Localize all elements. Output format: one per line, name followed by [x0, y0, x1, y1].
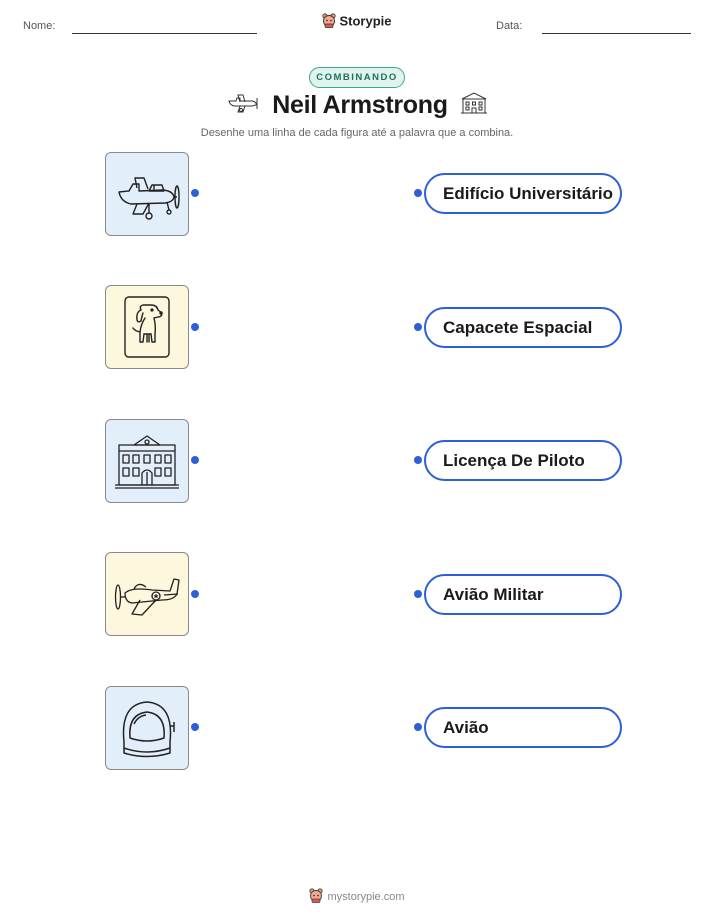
instructions: Desenhe uma linha de cada figura até a palavra que a combina.: [200, 127, 514, 139]
small-plane-icon: [226, 92, 260, 119]
word-label: Licença De Piloto: [443, 450, 585, 470]
page-title: Neil Armstrong: [272, 91, 448, 119]
picture-card-4[interactable]: [105, 552, 189, 636]
word-box-4[interactable]: [424, 574, 622, 615]
picture-card-5[interactable]: [105, 686, 189, 770]
word-label: Capacete Espacial: [443, 317, 593, 337]
word-dot-3[interactable]: [414, 456, 422, 464]
picture-dot-3[interactable]: [191, 456, 199, 464]
word-box-2[interactable]: [424, 307, 622, 348]
word-dot-5[interactable]: [414, 723, 422, 731]
storypie-mascot-icon: [309, 888, 323, 906]
name-label: Nome:: [23, 20, 56, 32]
name-line[interactable]: [72, 33, 257, 34]
picture-dot-4[interactable]: [191, 590, 199, 598]
picture-dot-2[interactable]: [191, 323, 199, 331]
military-plane-icon: [112, 567, 182, 621]
word-label: Avião: [443, 717, 489, 737]
word-dot-2[interactable]: [414, 323, 422, 331]
date-line[interactable]: [542, 33, 691, 34]
picture-dot-1[interactable]: [191, 189, 199, 197]
university-building-icon: [114, 431, 180, 491]
picture-card-3[interactable]: [105, 419, 189, 503]
picture-card-1[interactable]: [105, 152, 189, 236]
storypie-mascot-icon: [322, 13, 336, 31]
word-dot-4[interactable]: [414, 590, 422, 598]
word-box-3[interactable]: [424, 440, 622, 481]
brand-name: Storypie: [339, 13, 392, 29]
activity-badge: COMBINANDO: [309, 67, 405, 88]
dog-card-icon: [121, 294, 173, 360]
picture-dot-5[interactable]: [191, 723, 199, 731]
space-helmet-icon: [116, 696, 178, 760]
word-dot-1[interactable]: [414, 189, 422, 197]
footer: [0, 888, 714, 906]
footer-url[interactable]: mystorypie.com: [327, 890, 405, 903]
title-row: [0, 91, 714, 120]
brand-logo: [0, 13, 714, 31]
word-box-1[interactable]: [424, 173, 622, 214]
word-box-5[interactable]: [424, 707, 622, 748]
word-label: Avião Militar: [443, 584, 544, 604]
picture-card-2[interactable]: [105, 285, 189, 369]
small-building-icon: [460, 91, 488, 120]
date-label: Data:: [496, 20, 523, 32]
word-label: Edifício Universitário: [443, 183, 614, 203]
propeller-plane-icon: [111, 158, 183, 230]
